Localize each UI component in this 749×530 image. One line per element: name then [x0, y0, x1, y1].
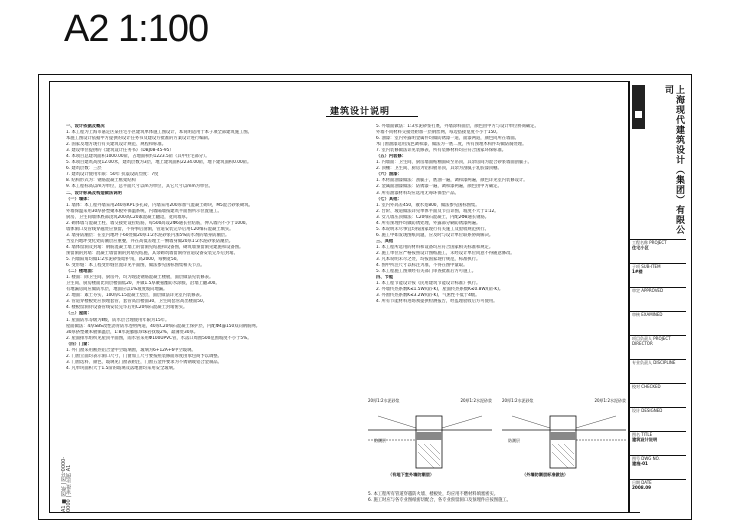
note-line: 6. 施工中如发现图纸问题，应及时与设计单位联系协商解决。 — [376, 232, 494, 238]
note-line: 卫生间、厨房楼面比同层楼面低20，并做1.5厚聚氨酯防水涂膜，沿墙上翻300。 — [66, 281, 220, 287]
detail-caption: 20厚1:2水泥砂浆 — [502, 398, 534, 403]
note-line: 1. 木材面油漆做法：刮腻子，底油一遍，调和漆两遍，颜色详见室内装修设计。 — [376, 178, 528, 184]
note-line: 5. 本项目建筑高度12.00米，建筑层数为3层，地上建筑面积2234.00㎡，地下建筑面积0.00㎡。 — [66, 160, 252, 166]
note-line: 1. 楼面：除卫生间、厨房外，均为现浇钢筋混凝土楼板，面层做法见装修表。 — [66, 275, 214, 281]
note-line: 4. 本项目总建筑面积1000.00㎡，占地面积约1223.5㎡（其中住宅部分）。 — [66, 154, 210, 160]
detail-caption-right: 20厚1:2水泥砂浆 — [460, 398, 492, 403]
note-line: 外墙不同材料交接处附加一层钢丝网，每边搭接宽度不小于150。 — [376, 130, 501, 136]
bottom-note: 5. 本工程所有管道穿越防火墙、楼板处，均应用不燃材料填塞密实。 — [368, 492, 499, 497]
title-block-row — [630, 359, 686, 383]
title-block-row — [630, 407, 686, 431]
note-line: 2. 砌体墙与混凝土柱、墙交接处设拉结筋，每500高设2Φ6通长拉结筋，伸入墙内不小于1000。 — [66, 220, 250, 226]
title-block-row — [630, 311, 686, 335]
section-heading: 一、设计依据及概况 — [66, 124, 105, 129]
note-line: 本施工图设计依据甲方提供的设计任务书及建设方批准的方案设计进行编制。 — [66, 136, 213, 142]
note-line: 1. 屋面防水等级为Ⅱ级，防水层合理使用年限为15年。 — [66, 317, 170, 323]
detail-drawing-b — [502, 398, 626, 488]
drawing-sheet — [38, 74, 692, 520]
note-line: 7. 室内装修做法详见装修表，所有装修材料均应符合国家环保标准。 — [376, 148, 507, 154]
note-line: 3. 门窗选料、颜色、玻璃见门窗表附注，门窗五金件要求为不锈钢或铝合金制品。 — [66, 359, 222, 365]
note-line: 2. 屋面排水组织见屋顶平面图，雨水管采用Φ100UPVC管，水落口周围500范围坡度不小于5%。 — [66, 335, 252, 341]
title-block-key: 校对 CHECKED — [632, 384, 661, 389]
section-heading: （七）其他： — [376, 196, 402, 202]
note-line: 5. 内墙阳角均做1:2水泥砂浆暗护角，高2000，每侧宽50。 — [66, 257, 181, 263]
note-line: 3. 墙身防潮层：在室内地坪下60处做20厚1:2水泥砂浆内加5%防水剂的墙身防潮层。 — [66, 232, 230, 238]
note-line: 1. 本工程所选用的材料和设备均应符合国家相关标准和规定。 — [376, 244, 494, 250]
note-line: 1. 内墙面：卫生间、厨房墙面贴釉面砖至吊顶，其余房间为混合砂浆墙面刮腻子。 — [376, 160, 532, 166]
note-line: 9. 本工程标高以m为单位，总平面尺寸以m为单位，其它尺寸以mm为单位。 — [66, 184, 213, 190]
note-line: 5. 本工程施工图须经有关部门审查批准后方可施工。 — [376, 269, 476, 275]
company-logo — [632, 85, 645, 129]
right-notes-column — [376, 124, 638, 305]
title-block-key: 审定 APPROVED — [632, 288, 664, 293]
note-line: 预留洞的封堵：混凝土墙留洞的封堵见结施，其余砌筑墙留洞待管道设备安装完毕后封堵。 — [66, 250, 238, 256]
note-line: 墙体洞口及管线穿越处应预留，不得事后凿洞，管道安装完毕后用C20细石混凝土填实。 — [66, 226, 234, 232]
bottom-notes — [368, 492, 511, 504]
note-line: 2. 施工单位应严格按照设计图纸施工，未经设计单位同意不得随意修改。 — [376, 250, 515, 256]
note-line: 厨房、卫生间墙体底部浇筑200高C20素混凝土翻边，宽同墙厚。 — [66, 214, 191, 220]
detail-caption-right: 20厚1:2水泥砂浆 — [594, 398, 626, 403]
note-line: 30厚挤塑聚苯板保温层，1:8水泥膨胀珍珠岩找坡2%，最薄处30厚。 — [66, 329, 199, 335]
section-heading: 四、节能 — [376, 275, 394, 281]
title-block-value: 建施-01 — [632, 460, 648, 466]
title-block-row — [630, 383, 686, 407]
left-notes-column — [66, 124, 328, 372]
company-name: 上海现代建筑设计（集团）有限公司 — [663, 85, 684, 235]
section-heading: （六）油漆： — [376, 172, 402, 178]
detail-b-section — [502, 408, 626, 470]
note-line: 当室内地坪变化处防潮层应重叠，并在高低差埋土一侧墙身做20厚1:2水泥砂浆防潮层。 — [66, 238, 234, 244]
title-block-value: 住宅小区 — [632, 244, 649, 250]
bottom-strip — [368, 512, 640, 521]
section-heading: （五）内装修： — [376, 154, 407, 160]
bottom-note: 6. 施工时应与各专业图纸密切配合，各专业预留洞口及预埋件应按图施工。 — [368, 498, 511, 503]
note-line: 4. 楼板留洞待设备管线安装完毕后用C20细石混凝土封堵密实。 — [66, 305, 188, 311]
title-block-key: 项目负责人 PROJECT DIRECTOR — [632, 336, 671, 346]
section-heading: 二、设计标高及构造做法说明 — [66, 190, 122, 196]
note-line: 木门窗油漆选用浅色调和漆，做法为一底二度，所有预埋木构件均做防腐处理。 — [376, 142, 527, 148]
scale-label: A2 1:100 — [64, 8, 209, 50]
title-block — [629, 81, 686, 513]
title-block-key: 专业负责人 DISCIPLINE — [632, 360, 676, 365]
note-line: 3. 凡本说明未尽之处，均按国家现行规范、标准执行。 — [376, 257, 481, 263]
detail-footnote: （有地下室外墙防潮层） — [388, 472, 435, 477]
note-line: 3. 所有油漆材料均应选用无毒环保型产品。 — [376, 190, 459, 196]
title-block-row — [630, 239, 686, 263]
note-line: 1. 墙体：本工程外墙采用240厚KP1多孔砖，内墙采用200厚加气混凝土砌块，M5混合砂浆砌筑。 — [66, 202, 253, 208]
note-line: 6. 建筑层数：三层 — [66, 166, 102, 172]
title-block-key: 设计 DESIGNED — [632, 408, 663, 413]
title-block-value: 2008.09 — [632, 484, 652, 490]
title-block-row — [630, 263, 686, 287]
note-line: 8. 结构形式为：钢筋混凝土框架结构 — [66, 178, 136, 184]
note-line: 屋面做法：4厚SBS改性沥青防水卷材两道，40厚C20细石混凝土保护层，内配Φ4@150双向钢筋网。 — [66, 323, 260, 329]
document-title: 建筑设计说明 — [330, 107, 391, 117]
note-line: 4. 墙体留洞及封堵：钢筋混凝土墙上的留洞见结施和设备图，砌筑墙预留洞见建施和设备图。 — [66, 244, 244, 250]
note-line: 4. 图中所注尺寸以标注为准，不得在图中量取。 — [376, 263, 468, 269]
section-heading: （四）门窗： — [66, 341, 92, 347]
title-block-key: 图名 TITLE — [632, 432, 653, 437]
note-line: 5. 外墙面做法：1:3水泥砂浆打底，外墙涂料面层，颜色由甲方与设计单位协商确定。 — [376, 124, 539, 129]
note-line: 6. 油漆：室内外露明金属件均做防锈漆一道，面漆两道，颜色同所在墙面。 — [376, 136, 519, 142]
note-line: 2. 地面：素土夯实，100厚C15混凝土垫层，面层做法详见室内装修表。 — [66, 293, 205, 299]
title-block-row — [630, 479, 686, 503]
title-block-key: 图号 DWG NO. — [632, 456, 660, 461]
drawing-frame — [49, 81, 629, 513]
note-line: 有地漏房间应做防水层，地面应以1%坡度坡向地漏。 — [66, 287, 168, 293]
note-line: 2. 国家及地方现行有关建筑设计规范、规程和标准。 — [66, 142, 166, 148]
section-heading: （二）楼地面： — [66, 269, 97, 275]
section-heading: （一）墙体： — [66, 196, 92, 202]
title-block-key: 日期 DATE — [632, 480, 652, 485]
title-block-value: 建筑设计说明 — [632, 436, 658, 442]
detail-label: 防潮层 — [508, 438, 520, 443]
detail-caption: 20厚1:2水泥砂浆 — [368, 398, 400, 403]
note-line: 外墙保温采用30厚挤塑聚苯板外保温系统，内墙隔墙按建筑平面图所示位置施工。 — [66, 208, 222, 214]
note-line: 2. 门窗立面均表示洞口尺寸，门窗加工尺寸要按照装修面厚度由承包商予以调整。 — [66, 353, 222, 359]
title-block-value: 1#楼 — [632, 268, 643, 274]
section-heading: （三）屋面： — [66, 311, 92, 317]
note-line: 1. 室内外高差450，散水宽800，做法参见国标图集。 — [376, 202, 480, 208]
note-line: 7. 建筑设计使用年限：50年 抗震设防烈度：7度 — [66, 172, 159, 178]
note-line: 4. 所有预埋件均做防锈处理，外露部分刷防锈漆两遍。 — [376, 220, 481, 226]
note-line: 2. 外墙传热系数K≤1.5W/(㎡·K)，屋面传热系数K≤0.8W/(㎡·K)。 — [376, 287, 504, 293]
note-line: 5. 本说明未尽事宜均按国家现行有关施工及验收规范执行。 — [376, 226, 489, 232]
note-line: 3. 女儿墙压顶做法：C20细石混凝土，内配2Φ8通长钢筋。 — [376, 214, 490, 220]
note-line: 1. 本工程为上海市嘉定区某住宅小区建筑单体施工图设计，本说明适用于本子项全部建筑施工图。 — [66, 130, 252, 136]
title-block-row — [630, 455, 686, 479]
detail-footnote: （外墙防潮层标准做法） — [522, 472, 569, 477]
section-heading: 三、其他 — [376, 238, 394, 244]
note-line: 3. 外窗传热系数K≤3.2W/(㎡·K)，气密性不低于4级。 — [376, 293, 480, 299]
note-line: 3. 管道穿楼板处应预埋套管，套管高出楼面30，卫生间套管高出楼面50。 — [66, 299, 208, 305]
note-line: 4. 凡单块面积大于1.5㎡的玻璃及落地窗均采用安全玻璃。 — [66, 365, 178, 371]
note-line: 2. 金属面油漆做法：防锈漆一遍，调和漆两遍，颜色由甲方确定。 — [376, 184, 502, 190]
title-block-key: 子项 SUB-ITEM — [632, 264, 661, 269]
side-mark: A1 ■ 图纸 | 图号0000-0000 | 审批 比例 A1 — [61, 456, 72, 512]
title-block-row — [630, 335, 686, 359]
title-underline — [326, 116, 418, 117]
title-block-row — [630, 287, 686, 311]
note-line: 1. 本工程节能设计按《民用建筑节能设计标准》执行。 — [376, 281, 481, 287]
detail-drawing-a — [368, 398, 492, 488]
note-line: 2. 顶棚：卫生间、厨房为铝扣板吊顶，其余为刮腻子乳胶漆顶棚。 — [376, 166, 502, 172]
note-line: 4. 所有节能材料进场须提供检测报告，经监理验收后方可使用。 — [376, 299, 498, 305]
detail-a-section — [368, 408, 492, 470]
note-line: 6. 变形缝：本工程变形缝位置详见平面图，做法参见国标图集相关节点。 — [66, 263, 205, 269]
title-block-row — [630, 431, 686, 455]
title-block-key: 审核 EXAMINED — [632, 312, 663, 317]
detail-label: 防潮层 — [374, 438, 386, 443]
title-block-key: 工程名称 PROJECT — [632, 240, 667, 245]
note-line: 3. 建设单位提供的《建筑设计任务书》（DBJ08-45-95） — [66, 148, 174, 154]
note-line: 2. 台阶、坡道做法详见单体平面及节点详图，坡度不大于1:12。 — [376, 208, 499, 214]
note-line: 1. 外门窗采用断热铝合金中空玻璃窗，玻璃为6+12A+6中空玻璃。 — [66, 347, 196, 353]
